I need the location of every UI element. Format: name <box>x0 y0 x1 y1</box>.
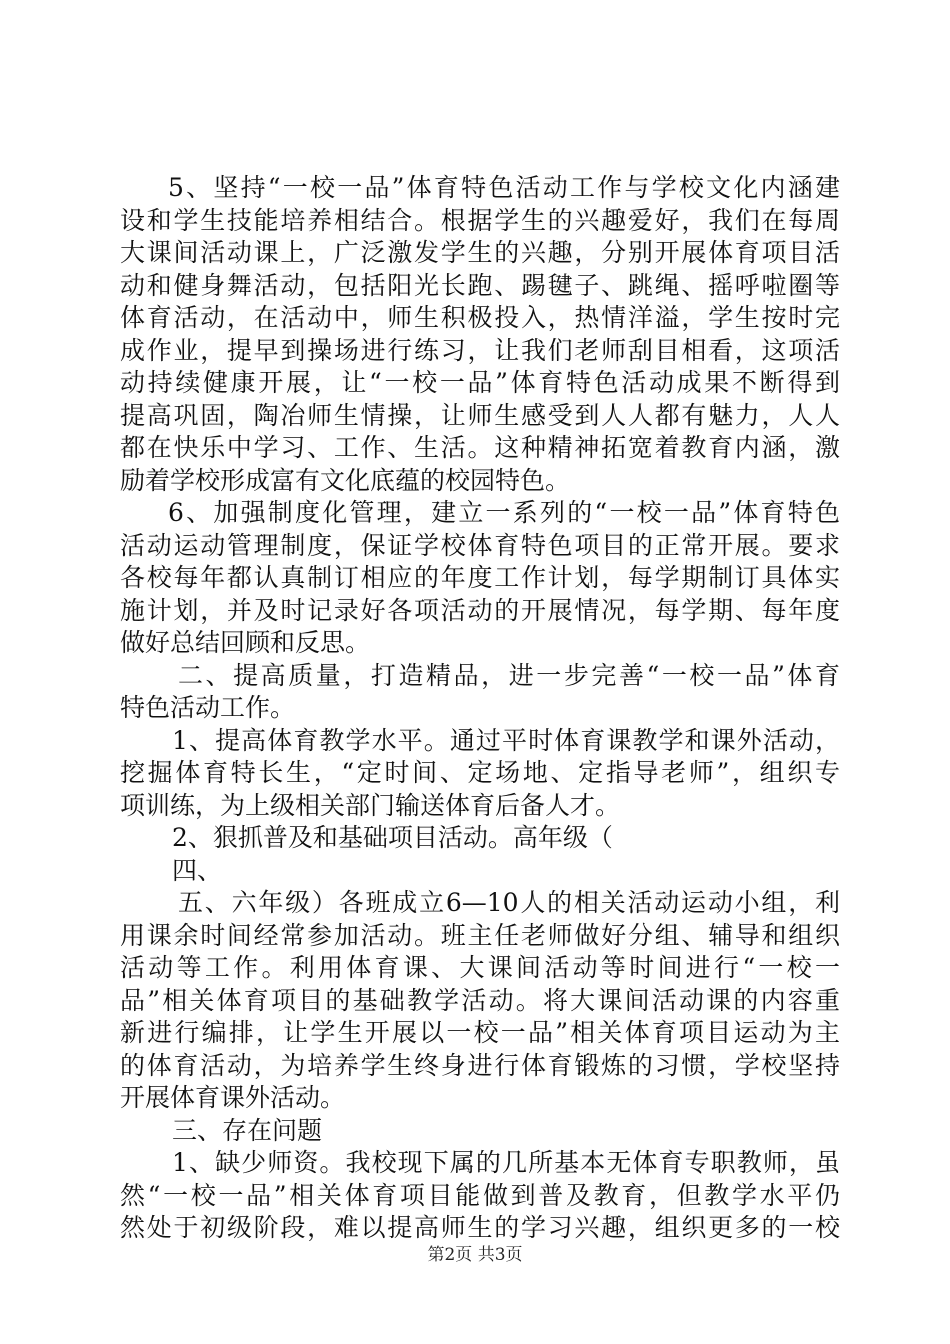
document-body <box>120 172 840 1245</box>
paragraph-line: 5、坚持“一校一品”体育特色活动工作与学校文化内涵建 <box>168 173 840 202</box>
paragraph-line: 励着学校形成富有文化底蕴的校园特色。 <box>120 465 571 495</box>
paragraph-line: 用课余时间经常参加活动。班主任老师做好分组、辅导和组织 <box>120 920 840 950</box>
paragraph-line: 1、提高体育教学水平。通过平时体育课教学和课外活动， <box>172 725 840 755</box>
paragraph-line: 品”相关体育项目的基础教学活动。将大课间活动课的内容重 <box>120 985 840 1015</box>
paragraph-line: 新进行编排，让学生开展以一校一品”相关体育项目运动为主 <box>120 1018 840 1047</box>
paragraph-line: 做好总结回顾和反思。 <box>120 628 371 657</box>
paragraph-line: 活动运动管理制度，保证学校体育特色项目的正常开展。要求 <box>120 530 840 560</box>
paragraph-line: 活动等工作。利用体育课、大课间活动等时间进行“一校一 <box>120 953 840 982</box>
paragraph-line: 大课间活动课上，广泛激发学生的兴趣，分别开展体育项目活 <box>120 238 840 267</box>
paragraph-line: 6、加强制度化管理，建立一系列的“一校一品”体育特色 <box>168 498 840 527</box>
paragraph-line: 然处于初级阶段，难以提高师生的学习兴趣，组织更多的一校 <box>120 1213 840 1242</box>
section-heading-cont: 特色活动工作。 <box>120 693 296 722</box>
paragraph-line: 开展体育课外活动。 <box>120 1083 346 1112</box>
paragraph-line: 提高巩固，陶冶师生情操，让师生感受到人人都有魅力，人人 <box>120 400 840 430</box>
section-heading: 二、提高质量，打造精品，进一步完善“一校一品”体育 <box>178 660 840 690</box>
page-footer: 第2页 共3页 <box>427 1245 523 1265</box>
paragraph-line: 1、缺少师资。我校现下属的几所基本无体育专职教师，虽 <box>172 1148 840 1177</box>
paragraph-line: 动持续健康开展，让“一校一品”体育特色活动成果不断得到 <box>120 368 840 397</box>
paragraph-line: 项训练，为上级相关部门输送体育后备人才。 <box>120 790 621 820</box>
paragraph-line: 施计划，并及时记录好各项活动的开展情况，每学期、每年度 <box>120 595 840 625</box>
paragraph-line: 设和学生技能培养相结合。根据学生的兴趣爱好，我们在每周 <box>120 205 840 235</box>
paragraph-line: 动和健身舞活动，包括阳光长跑、踢毽子、跳绳、摇呼啦圈等 <box>120 270 840 300</box>
paragraph-line: 然“一校一品”相关体育项目能做到普及教育，但教学水平仍 <box>120 1180 840 1210</box>
paragraph-line: 2、狠抓普及和基础项目活动。高年级（ <box>172 823 613 852</box>
paragraph-line: 各校每年都认真制订相应的年度工作计划，每学期制订具体实 <box>120 563 840 592</box>
section-heading: 三、存在问题 <box>172 1115 323 1145</box>
paragraph-line: 挖掘体育特长生，“定时间、定场地、定指导老师”，组织专 <box>120 758 840 787</box>
paragraph-line: 五、六年级）各班成立6—10人的相关活动运动小组，利 <box>178 888 840 917</box>
paragraph-line: 四、 <box>172 855 223 885</box>
paragraph-line: 的体育活动，为培养学生终身进行体育锻炼的习惯，学校坚持 <box>120 1050 840 1080</box>
paragraph-line: 都在快乐中学习、工作、生活。这种精神拓宽着教育内涵，激 <box>120 433 840 462</box>
paragraph-line: 体育活动，在活动中，师生积极投入，热情洋溢，学生按时完 <box>120 303 840 332</box>
paragraph-line: 成作业，提早到操场进行练习，让我们老师刮目相看，这项活 <box>120 335 840 365</box>
